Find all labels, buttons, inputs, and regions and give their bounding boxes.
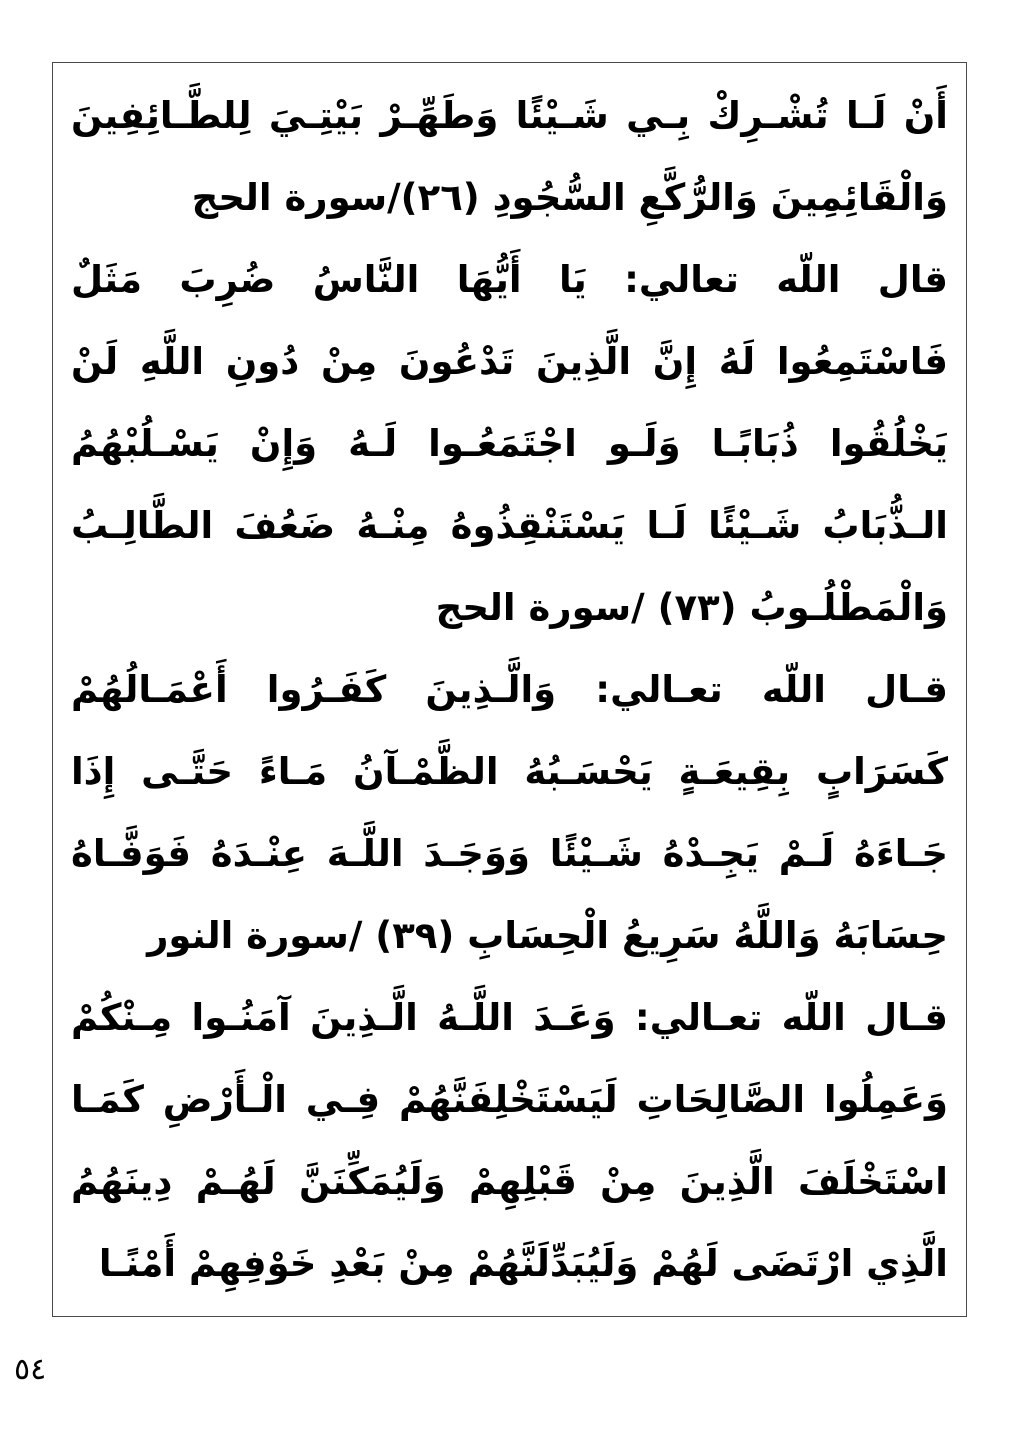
- text-frame: [52, 62, 967, 1317]
- paragraph-hajj-26: أَنْ لَـا تُشْـرِكْ بِـي شَـيْئًا وَطَهِّـرْ بَيْتِـيَ لِلطَّـائِفِينَ وَالْقَائِمِينَ وَالرُّكَّعِ السُّجُودِ (٢٦)/سورة الحج: [71, 94, 948, 219]
- paragraph-hajj-73: قال اللّه تعالي: يَا أَيُّهَا النَّاسُ ضُرِبَ مَثَلٌ فَاسْتَمِعُوا لَهُ إِنَّ الَّذِينَ تَدْعُونَ مِنْ دُونِ اللَّهِ لَنْ يَخْلُقُوا ذُبَابًـا وَلَـو اجْتَمَعُـوا لَـهُ وَإِنْ يَسْـلُبْهُمُ الـذُّبَابُ شَـيْئًا لَـا يَسْتَنْقِذُوهُ مِنْـهُ ضَعُفَ الطَّالِـبُ وَالْمَطْلُـوبُ (٧٣) /سورة الحج: [71, 258, 948, 629]
- paragraph-nur-55: قـال اللّه تعـالي: وَعَـدَ اللَّـهُ الَّـذِينَ آمَنُـوا مِـنْكُمْ وَعَمِلُوا الصَّالِحَاتِ لَيَسْتَخْلِفَنَّهُمْ فِـي الْـأَرْضِ كَمَـا اسْتَخْلَفَ الَّذِينَ مِنْ قَبْلِهِمْ وَلَيُمَكِّنَنَّ لَهُـمْ دِينَهُمُ الَّذِي ارْتَضَى لَهُمْ وَلَيُبَدِّلَنَّهُمْ مِنْ بَعْدِ خَوْفِهِمْ أَمْنًـا: [71, 996, 948, 1285]
- paragraph-nur-39: قـال اللّه تعـالي: وَالَّـذِينَ كَفَـرُوا أَعْمَـالُهُمْ كَسَرَابٍ بِقِيعَـةٍ يَحْسَـبُهُ الظَّمْـآنُ مَـاءً حَتَّـى إِذَا جَـاءَهُ لَـمْ يَجِـدْهُ شَـيْئًا وَوَجَـدَ اللَّـهَ عِنْـدَهُ فَوَفَّـاهُ حِسَابَهُ وَاللَّهُ سَرِيعُ الْحِسَابِ (٣٩) /سورة النور: [71, 668, 948, 957]
- page-number: ٥٤: [14, 1352, 47, 1387]
